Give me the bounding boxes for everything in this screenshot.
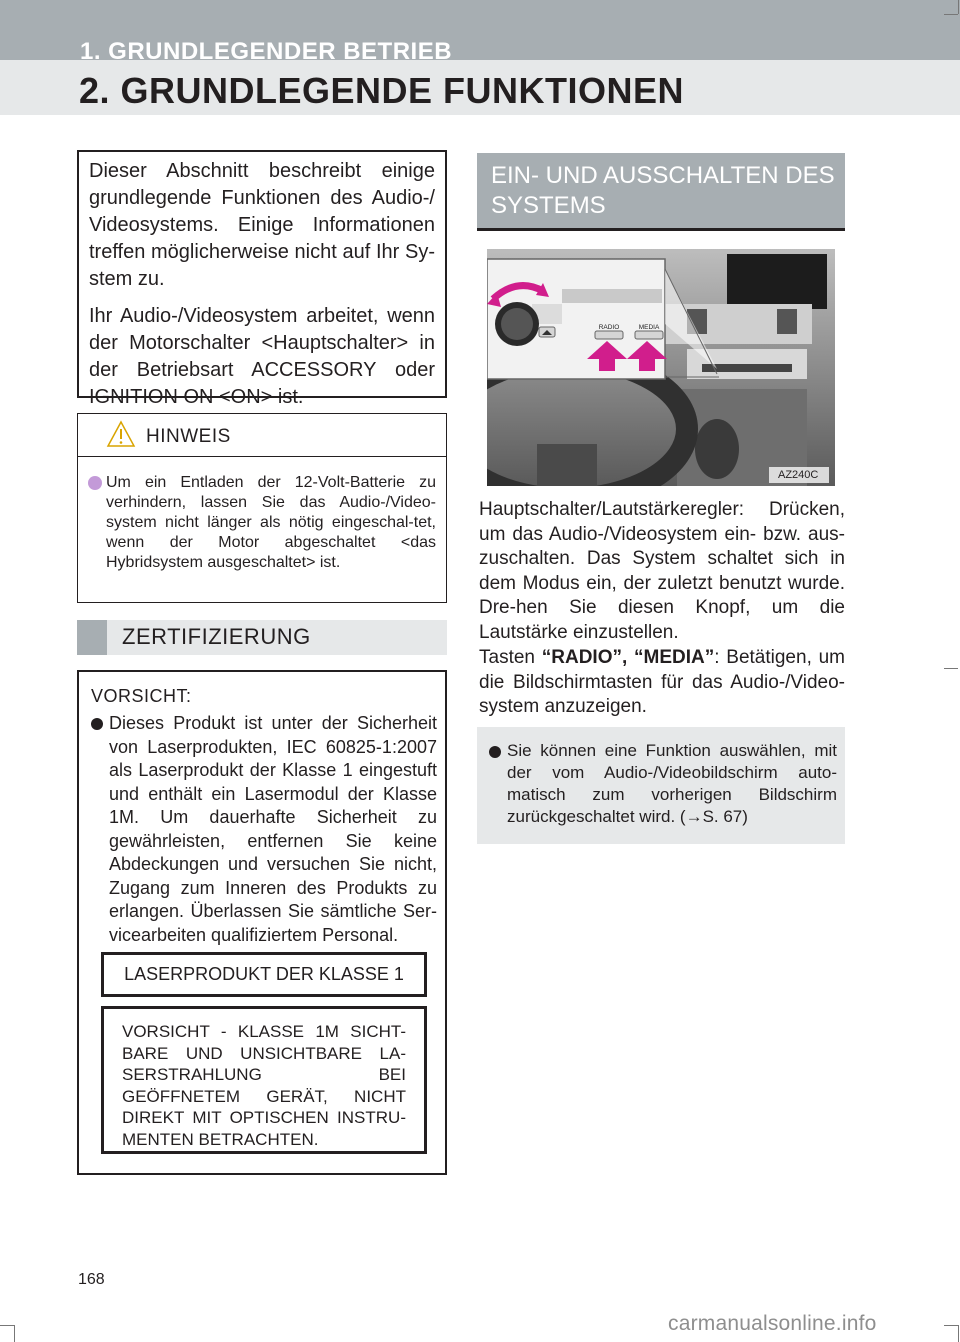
- para2-suffix: : Betätigen, um die Bildschirmtasten für das Audio-/Video-system anzuzeigen.: [479, 647, 845, 717]
- media-button-label: MEDIA: [638, 324, 660, 331]
- crop-mark: [0, 1325, 14, 1326]
- intro-box: [77, 150, 447, 408]
- ein-aus-paragraph-2: [479, 646, 845, 720]
- heading-tab: [77, 620, 107, 655]
- crop-mark: [958, 0, 959, 14]
- warning-triangle-icon: [106, 420, 136, 448]
- vorsicht-box: [77, 670, 447, 1175]
- ein-aus-heading: [477, 153, 845, 231]
- vorsicht-item: [91, 712, 437, 947]
- bullet-icon: [88, 476, 102, 490]
- crop-mark: [958, 1325, 959, 1342]
- bullet-icon: [91, 718, 103, 730]
- crop-mark: [944, 14, 958, 15]
- ein-aus-paragraph-1: Hauptschalter/Lautstärkeregler: Drücken, um das Audio-/Videosystem ein- bzw. aus-zuschalten. Das System schaltet sich in dem Modus ein, der zuletzt benutzt wurde. Dre-hen Sie diesen Knopf, um die Lautstärke einzustellen.: [479, 499, 845, 643]
- hinweis-text: Um ein Entladen der 12-Volt-Batterie zu verhindern, lassen Sie das Audio-/Video-system nicht länger als nötig eingeschal-tet, wenn der Motor abgeschaltet <das Hybridsystem ausgeschaltet> ist.: [106, 474, 436, 571]
- laser-class-label: LASERPRODUKT DER KLASSE 1: [101, 952, 427, 997]
- vorsicht-text: Dieses Produkt ist unter der Sicherheit von Laserprodukten, IEC 60825-1:2007 als Laserprodukt der Klasse 1 eingestuft und enthält ein Lasermodul der Klasse 1M. Um dauerhafte Sicherheit zu gewährleisten, entfernen Sie keine Abdeckungen und versuchen Sie nicht, Zugang zum Inneren des Produkts zu erlangen. Überlassen Sie sämtliche Ser-vicearbeiten qualifiziertem Personal.: [109, 713, 437, 945]
- hinweis-header: [78, 414, 446, 457]
- hinweis-label: HINWEIS: [146, 426, 231, 447]
- zertifizierung-heading: [77, 620, 447, 655]
- para2-prefix: Tasten: [479, 647, 542, 668]
- ein-aus-heading-text: EIN- UND AUSSCHALTEN DES SYSTEMS: [491, 162, 835, 219]
- figure-code: AZ240C: [778, 469, 819, 481]
- bullet-icon: [489, 746, 501, 758]
- note-item: [489, 740, 837, 828]
- laser-warning-label: VORSICHT - KLASSE 1M SICHT-BARE UND UNSICHTBARE LA-SERSTRAHLUNG BEI GEÖFFNETEM GERÄT, NICHT DIREKT MIT OPTISCHEN INSTRU-MENTEN BETRACHTEN.: [101, 1006, 427, 1154]
- note-text: Sie können eine Funktion auswählen, mit der vom Audio-/Videobildschirm auto-matisch zum vorherigen Bildschirm zurückgeschaltet wird. (→S. 67): [507, 741, 837, 826]
- radio-button-label: RADIO: [598, 324, 620, 331]
- crop-mark: [14, 1325, 15, 1342]
- page-title: 2. GRUNDLEGENDE FUNKTIONEN: [79, 70, 685, 111]
- crop-mark: [944, 668, 958, 669]
- intro-paragraph-2: Ihr Audio-/Videosystem arbeitet, wenn der Motorschalter <Hauptschalter> in der Betriebsart ACCESSORY oder IGNITION ON <ON> ist.: [89, 305, 435, 408]
- dashboard-photo: [487, 249, 835, 486]
- vorsicht-title: VORSICHT:: [91, 686, 192, 706]
- note-box: [477, 727, 845, 844]
- intro-paragraph-1: Dieser Abschnitt beschreibt einige grundlegende Funktionen des Audio-/ Videosystems. Einige Informationen treffen möglicherweise nicht auf Ihr Sy-stem zu.: [89, 160, 435, 290]
- crop-mark: [944, 1325, 958, 1326]
- hinweis-item: [88, 473, 436, 573]
- hinweis-box: [77, 413, 447, 603]
- dashboard-illustration: [487, 249, 835, 486]
- chapter-title: 1. GRUNDLEGENDER BETRIEB: [80, 38, 453, 65]
- zertifizierung-label: ZERTIFIZIERUNG: [122, 624, 311, 649]
- page-number: 168: [78, 1271, 105, 1288]
- watermark: carmanualsonline.info: [668, 1312, 877, 1335]
- para2-buttons: “RADIO”, “MEDIA”: [541, 647, 715, 668]
